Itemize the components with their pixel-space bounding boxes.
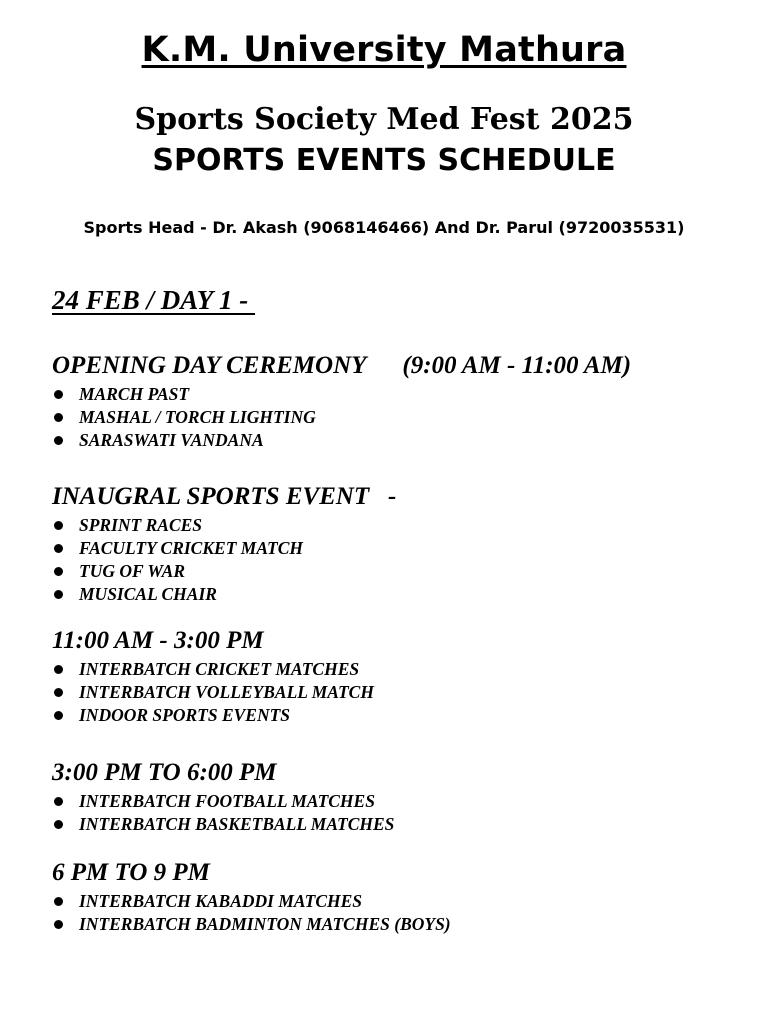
section-heading (52, 351, 742, 381)
fest-title: Sports Society Med Fest 2025 (134, 102, 634, 137)
section-time: (9:00 AM - 11:00 AM) (402, 352, 632, 379)
bullet-icon (54, 413, 63, 422)
bullet-icon (54, 590, 63, 599)
section-title: 11:00 AM - 3:00 PM (52, 627, 264, 654)
list-item (52, 658, 742, 681)
section-title: 3:00 PM TO 6:00 PM (52, 759, 277, 786)
section-title: INAUGRAL SPORTS EVENT - (52, 483, 397, 510)
section-3pm-6pm (52, 758, 742, 836)
event-list (52, 790, 742, 836)
sports-head-contact: Sports Head - Dr. Akash (9068146466) And Dr. Parul (9720035531) (83, 218, 685, 237)
list-item (52, 383, 742, 406)
list-item-text: INTERBATCH BADMINTON MATCHES (BOYS) (79, 914, 451, 934)
bullet-icon (54, 897, 63, 906)
list-item (52, 514, 742, 537)
list-item-text: INTERBATCH KABADDI MATCHES (79, 891, 363, 911)
list-item-text: FACULTY CRICKET MATCH (79, 538, 304, 558)
bullet-icon (54, 688, 63, 697)
list-item (52, 406, 742, 429)
list-item-text: INTERBATCH FOOTBALL MATCHES (79, 791, 375, 811)
list-item (52, 913, 742, 936)
section-6pm-9pm (52, 858, 742, 936)
list-item-text: INDOOR SPORTS EVENTS (79, 705, 291, 725)
event-list (52, 658, 742, 727)
university-title: K.M. University Mathura (141, 30, 627, 70)
schedule-title: SPORTS EVENTS SCHEDULE (152, 143, 616, 178)
list-item-text: TUG OF WAR (79, 561, 185, 581)
list-item (52, 560, 742, 583)
section-title: 6 PM TO 9 PM (52, 859, 210, 886)
section-heading (52, 858, 742, 888)
bullet-icon (54, 920, 63, 929)
list-item-text: INTERBATCH BASKETBALL MATCHES (79, 814, 395, 834)
bullet-icon (54, 521, 63, 530)
list-item-text: SPRINT RACES (79, 515, 203, 535)
bullet-icon (54, 711, 63, 720)
bullet-icon (54, 544, 63, 553)
list-item (52, 704, 742, 727)
bullet-icon (54, 797, 63, 806)
bullet-icon (54, 820, 63, 829)
section-heading (52, 482, 742, 512)
bullet-icon (54, 665, 63, 674)
event-list (52, 514, 742, 606)
list-item-text: INTERBATCH VOLLEYBALL MATCH (79, 682, 374, 702)
section-title: OPENING DAY CEREMONY (52, 352, 367, 379)
list-item (52, 429, 742, 452)
event-list (52, 383, 742, 452)
bullet-icon (54, 436, 63, 445)
section-heading (52, 758, 742, 788)
list-item (52, 583, 742, 606)
list-item-text: MARCH PAST (79, 384, 190, 404)
list-item (52, 681, 742, 704)
day-heading: 24 FEB / DAY 1 - (52, 285, 256, 315)
bullet-icon (54, 567, 63, 576)
section-heading (52, 626, 742, 656)
event-list (52, 890, 742, 936)
list-item (52, 890, 742, 913)
list-item-text: MUSICAL CHAIR (79, 584, 217, 604)
list-item-text: MASHAL / TORCH LIGHTING (79, 407, 316, 427)
list-item (52, 790, 742, 813)
section-11am-3pm (52, 626, 742, 727)
section-inaugural-sports-event (52, 482, 742, 606)
list-item-text: INTERBATCH CRICKET MATCHES (79, 659, 360, 679)
list-item (52, 813, 742, 836)
list-item-text: SARASWATI VANDANA (79, 430, 264, 450)
section-opening-ceremony (52, 351, 742, 452)
bullet-icon (54, 390, 63, 399)
list-item (52, 537, 742, 560)
